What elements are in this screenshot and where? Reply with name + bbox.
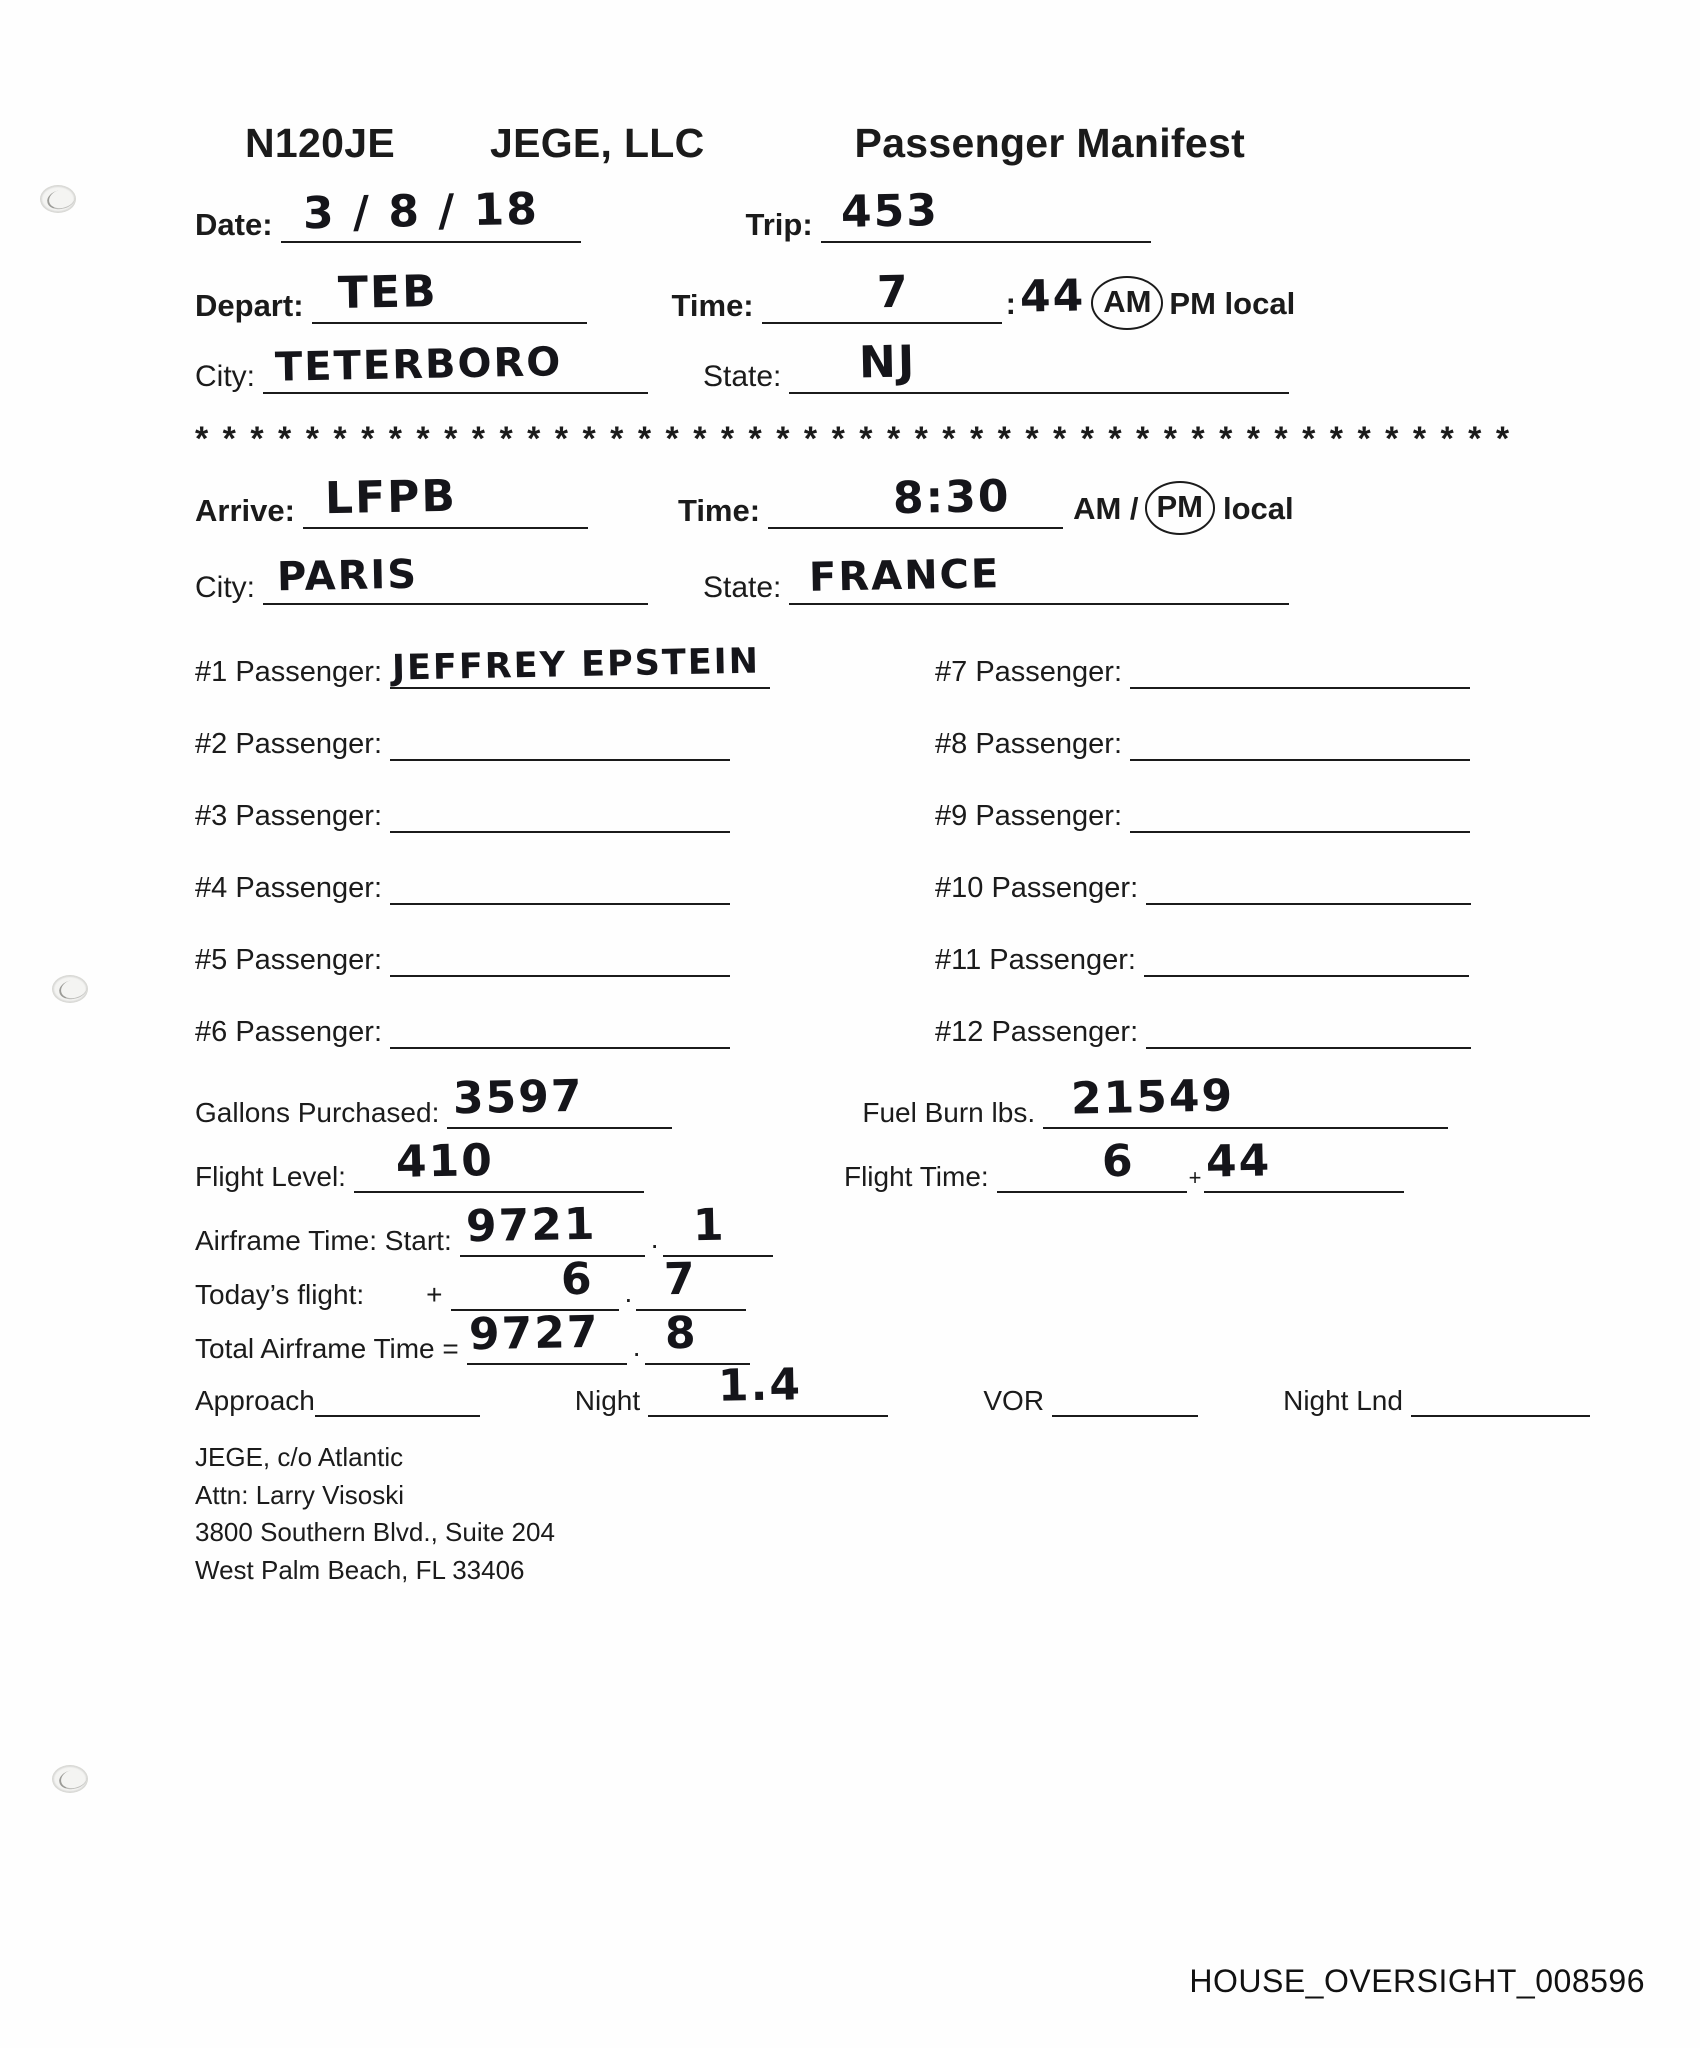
total-airframe-whole: 9727 <box>468 1306 600 1361</box>
passenger-6-field[interactable] <box>390 1013 730 1049</box>
depart-state-field[interactable] <box>789 336 1289 394</box>
punch-hole-icon <box>52 975 88 1003</box>
passenger-7-label: #7 Passenger: <box>935 656 1123 688</box>
total-airframe-frac: 8 <box>664 1307 698 1360</box>
todays-flight-whole: 6 <box>560 1253 594 1306</box>
depart-pm-option[interactable]: PM local <box>1169 286 1296 322</box>
todays-flight-dot: . <box>624 1277 633 1308</box>
passenger-2-field[interactable] <box>390 725 730 761</box>
night-field[interactable] <box>648 1359 888 1417</box>
todays-flight-frac: 7 <box>663 1253 698 1306</box>
arrive-pm-option[interactable]: PM <box>1151 487 1210 527</box>
fuel-row <box>195 1070 1590 1129</box>
passenger-11-field[interactable] <box>1144 941 1469 977</box>
airframe-start-label: Airframe Time: Start: <box>195 1225 452 1256</box>
passenger-10-field[interactable] <box>1146 869 1471 905</box>
flight-level-field[interactable] <box>354 1135 644 1193</box>
depart-city-label: City: <box>195 359 255 393</box>
passenger-8-label: #8 Passenger: <box>935 728 1123 760</box>
punch-hole-icon <box>40 185 76 213</box>
arrive-time-row <box>195 470 1590 529</box>
punch-hole-icon <box>52 1765 88 1793</box>
list-item <box>195 1013 850 1049</box>
passenger-1-value: JEFFREY EPSTEIN <box>391 641 761 689</box>
list-item <box>195 641 850 689</box>
passenger-3-label: #3 Passenger: <box>195 800 383 832</box>
address-line-3: 3800 Southern Blvd., Suite 204 <box>195 1517 555 1548</box>
date-trip-row <box>195 183 1590 243</box>
passenger-10-label: #10 Passenger: <box>935 872 1139 904</box>
total-airframe-frac-field[interactable] <box>645 1307 750 1365</box>
airframe-start-frac: 1 <box>692 1199 726 1252</box>
section-divider: * * * * * * * * * * * * * * * * * * * * * * * * * * * * * * * * * * * * * * * * * * * * * * * * <box>195 420 1512 458</box>
flight-time-hours-field[interactable] <box>997 1135 1187 1193</box>
todays-flight-label: Today’s flight: <box>195 1279 365 1310</box>
night-value: 1.4 <box>717 1359 803 1412</box>
list-item <box>195 869 850 905</box>
passenger-7-field[interactable] <box>1130 653 1470 689</box>
list-item <box>195 941 850 977</box>
address-line-1: JEGE, c/o Atlantic <box>195 1442 404 1472</box>
arrive-time-field[interactable] <box>768 470 1063 529</box>
total-airframe-whole-field[interactable] <box>467 1306 627 1365</box>
fuel-burn-value: 21549 <box>1070 1070 1235 1125</box>
depart-state-label: State: <box>703 359 782 393</box>
passenger-column-right <box>850 653 1590 1085</box>
passenger-list <box>195 641 1590 1085</box>
arrive-state-label: State: <box>703 570 782 604</box>
arrive-time-label: Time: <box>677 493 761 529</box>
airframe-start-dot: . <box>650 1223 659 1254</box>
list-item <box>195 797 850 833</box>
flight-time-hours: 6 <box>1101 1135 1135 1188</box>
todays-flight-plus: + <box>426 1279 443 1310</box>
airframe-start-whole-field[interactable] <box>460 1198 645 1257</box>
approach-night-row <box>195 1359 1590 1417</box>
night-label: Night <box>574 1385 641 1416</box>
return-address <box>195 1439 1590 1590</box>
bates-stamp: HOUSE_OVERSIGHT_008596 <box>1189 1963 1645 1999</box>
arrive-label: Arrive: <box>195 493 295 529</box>
passenger-5-field[interactable] <box>390 941 730 977</box>
gallons-purchased-field[interactable] <box>447 1070 672 1129</box>
trip-value: 453 <box>840 185 940 238</box>
depart-time-row <box>195 266 1590 324</box>
total-airframe-dot: . <box>632 1331 641 1362</box>
page-title: Passenger Manifest <box>854 120 1246 166</box>
passenger-column-left <box>195 641 850 1085</box>
depart-am-option[interactable]: AM <box>1097 282 1157 322</box>
passenger-1-label: #1 Passenger: <box>195 656 383 688</box>
manifest-form <box>195 120 1590 1590</box>
vor-field[interactable] <box>1052 1381 1198 1417</box>
passenger-6-label: #6 Passenger: <box>195 1016 383 1048</box>
operator-name: JEGE, LLC <box>489 120 705 166</box>
flight-level-label: Flight Level: <box>195 1161 346 1192</box>
depart-state-value: NJ <box>858 336 918 389</box>
arrive-value: LFPB <box>324 470 458 525</box>
depart-time-field[interactable] <box>762 266 1002 324</box>
passenger-1-field[interactable] <box>390 641 770 689</box>
todays-flight-frac-field[interactable] <box>636 1253 746 1311</box>
arrive-local-label: local <box>1223 491 1294 527</box>
tail-number: N120JE <box>245 120 395 166</box>
trip-field[interactable] <box>821 185 1151 243</box>
list-item <box>935 797 1590 833</box>
passenger-11-label: #11 Passenger: <box>935 944 1136 976</box>
date-label: Date: <box>195 207 273 243</box>
passenger-4-field[interactable] <box>390 869 730 905</box>
total-airframe-label: Total Airframe Time = <box>195 1333 459 1364</box>
arrive-state-value: FRANCE <box>808 551 1002 601</box>
depart-time-label: Time: <box>671 288 754 324</box>
depart-time-minute: 44 <box>1019 270 1086 323</box>
arrive-city-state-row <box>195 551 1590 605</box>
depart-city-state-row <box>195 336 1590 394</box>
arrive-city-value: PARIS <box>276 551 419 601</box>
night-lnd-field[interactable] <box>1411 1381 1590 1417</box>
arrive-city-label: City: <box>195 570 255 604</box>
passenger-12-field[interactable] <box>1146 1013 1471 1049</box>
fuel-burn-field[interactable] <box>1043 1070 1448 1129</box>
passenger-8-field[interactable] <box>1130 725 1470 761</box>
depart-city-field[interactable] <box>263 339 648 394</box>
passenger-5-label: #5 Passenger: <box>195 944 383 976</box>
flight-level-value: 410 <box>395 1135 495 1188</box>
list-item <box>935 725 1590 761</box>
depart-value: TEB <box>337 266 438 319</box>
todays-flight-whole-field[interactable] <box>451 1253 619 1311</box>
date-field[interactable] <box>281 183 581 243</box>
list-item <box>935 1013 1590 1049</box>
flight-time-label: Flight Time: <box>843 1161 989 1192</box>
arrive-city-field[interactable] <box>263 551 648 605</box>
passenger-9-label: #9 Passenger: <box>935 800 1123 832</box>
gallons-purchased-value: 3597 <box>452 1070 585 1125</box>
airframe-start-row <box>195 1198 1590 1257</box>
total-airframe-row <box>195 1306 1590 1365</box>
passenger-9-field[interactable] <box>1130 797 1470 833</box>
approach-label: Approach <box>195 1385 315 1416</box>
passenger-3-field[interactable] <box>390 797 730 833</box>
list-item <box>935 869 1590 905</box>
flight-time-plus: + <box>1188 1165 1202 1190</box>
night-lnd-label: Night Lnd <box>1283 1385 1403 1416</box>
depart-time-hour: 7 <box>876 266 910 319</box>
list-item <box>935 653 1590 689</box>
address-line-4: West Palm Beach, FL 33406 <box>195 1555 525 1586</box>
arrive-state-field[interactable] <box>789 551 1289 605</box>
form-header <box>195 120 1590 167</box>
depart-field[interactable] <box>312 266 587 324</box>
list-item <box>195 725 850 761</box>
passenger-2-label: #2 Passenger: <box>195 728 383 760</box>
vor-label: VOR <box>983 1385 1045 1416</box>
trip-label: Trip: <box>745 207 813 243</box>
list-item <box>935 941 1590 977</box>
todays-flight-row <box>195 1253 1590 1311</box>
address-line-2: Attn: Larry Visoski <box>195 1479 405 1510</box>
depart-time-colon: : <box>1005 286 1016 322</box>
depart-label: Depart: <box>195 288 304 324</box>
date-value: 3 / 8 / 18 <box>302 183 539 240</box>
airframe-start-whole: 9721 <box>465 1198 597 1253</box>
passenger-4-label: #4 Passenger: <box>195 872 383 904</box>
approach-field[interactable] <box>315 1381 480 1417</box>
arrive-am-option[interactable]: AM / <box>1073 491 1139 527</box>
passenger-12-label: #12 Passenger: <box>935 1016 1139 1048</box>
depart-city-value: TETERBORO <box>274 339 563 391</box>
arrive-time-value: 8:30 <box>892 470 1011 525</box>
flight-time-minutes-field[interactable] <box>1204 1135 1404 1193</box>
fuel-burn-label: Fuel Burn lbs. <box>862 1097 1036 1128</box>
flight-time-minutes: 44 <box>1205 1135 1272 1188</box>
airframe-start-frac-field[interactable] <box>663 1199 773 1257</box>
flight-level-row <box>195 1135 1590 1193</box>
arrive-field[interactable] <box>303 470 588 529</box>
gallons-purchased-label: Gallons Purchased: <box>195 1097 440 1128</box>
